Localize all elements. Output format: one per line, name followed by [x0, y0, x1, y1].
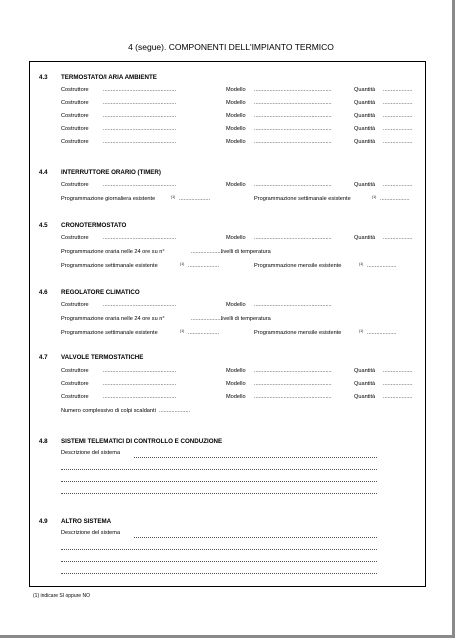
- description-line[interactable]: [61, 561, 377, 562]
- component-row[interactable]: Costruttore ............................................... Modello ..................................................: [61, 302, 332, 308]
- section-title: ALTRO SISTEMA: [61, 518, 112, 525]
- description-line[interactable]: [61, 469, 377, 470]
- descrizione-label: Descrizione del sistema: [61, 530, 121, 536]
- section-title: SISTEMI TELEMATICI DI CONTROLLO E CONDUZIONE: [61, 438, 223, 445]
- programmazione-oraria-row[interactable]: Programmazione oraria nelle 24 ore su n° .................... livelli di temperatura: [61, 316, 271, 322]
- footnote: (1) indicare SI oppure NO: [33, 593, 90, 599]
- description-line[interactable]: [134, 457, 377, 458]
- description-line[interactable]: [61, 549, 377, 550]
- section-number: 4.9: [39, 518, 48, 525]
- section-number: 4.8: [39, 438, 48, 445]
- description-line[interactable]: [134, 537, 377, 538]
- component-row[interactable]: Costruttore ............................................... Modello .................................................. Quantità ...................: [61, 87, 413, 93]
- section-number: 4.4: [39, 169, 48, 176]
- section-title: VALVOLE TERMOSTATICHE: [61, 354, 144, 361]
- descrizione-label: Descrizione del sistema: [61, 450, 121, 456]
- component-row[interactable]: Costruttore ............................................... Modello .................................................. Quantità ...................: [61, 139, 413, 145]
- component-row[interactable]: Costruttore ............................................... Modello .................................................. Quantità ...................: [61, 100, 413, 106]
- page-title: 4 (segue). COMPONENTI DELL'IMPIANTO TERMICO: [128, 42, 334, 52]
- numero-corpi-row[interactable]: Numero complessivo di colpi scaldanti ....................: [61, 408, 191, 414]
- programmazione-row[interactable]: Programmazione settimanale esistente (1) .................... Programmazione mensile esistente (1) ...................: [61, 329, 397, 336]
- description-line[interactable]: [61, 481, 377, 482]
- section-title: CRONOTERMOSTATO: [61, 222, 127, 229]
- section-title: INTERRUTTORE ORARIO (TIMER): [61, 169, 161, 176]
- description-line[interactable]: [61, 573, 377, 574]
- form-frame: [29, 61, 426, 587]
- description-line[interactable]: [61, 493, 377, 494]
- programmazione-row[interactable]: Programmazione settimanale esistente (1) .................... Programmazione mensile esistente (1) ...................: [61, 262, 397, 269]
- programmazione-oraria-row[interactable]: Programmazione oraria nelle 24 ore su n° .................... livelli di temperatura: [61, 249, 271, 255]
- component-row[interactable]: Costruttore ............................................... Modello .................................................. Quantità ...................: [61, 235, 413, 241]
- component-row[interactable]: Costruttore ............................................... Modello .................................................. Quantità ...................: [61, 394, 413, 400]
- component-row[interactable]: Costruttore ............................................... Modello .................................................. Quantità ...................: [61, 381, 413, 387]
- component-row[interactable]: Costruttore ............................................... Modello .................................................. Quantità ...................: [61, 126, 413, 132]
- section-number: 4.3: [39, 74, 48, 81]
- component-row[interactable]: Costruttore ............................................... Modello .................................................. Quantità ...................: [61, 182, 413, 188]
- section-number: 4.6: [39, 289, 48, 296]
- section-title: REGOLATORE CLIMATICO: [61, 289, 140, 296]
- section-title: TERMOSTATO/I ARIA AMBIENTE: [61, 74, 157, 81]
- component-row[interactable]: Costruttore ............................................... Modello .................................................. Quantità ...................: [61, 368, 413, 374]
- programmazione-row[interactable]: Programmazione giornaliera esistente (1) .................... Programmazione settimanale esistente (1) ...................: [61, 195, 410, 202]
- component-row[interactable]: Costruttore ............................................... Modello .................................................. Quantità ...................: [61, 113, 413, 119]
- section-number: 4.5: [39, 222, 48, 229]
- section-number: 4.7: [39, 354, 48, 361]
